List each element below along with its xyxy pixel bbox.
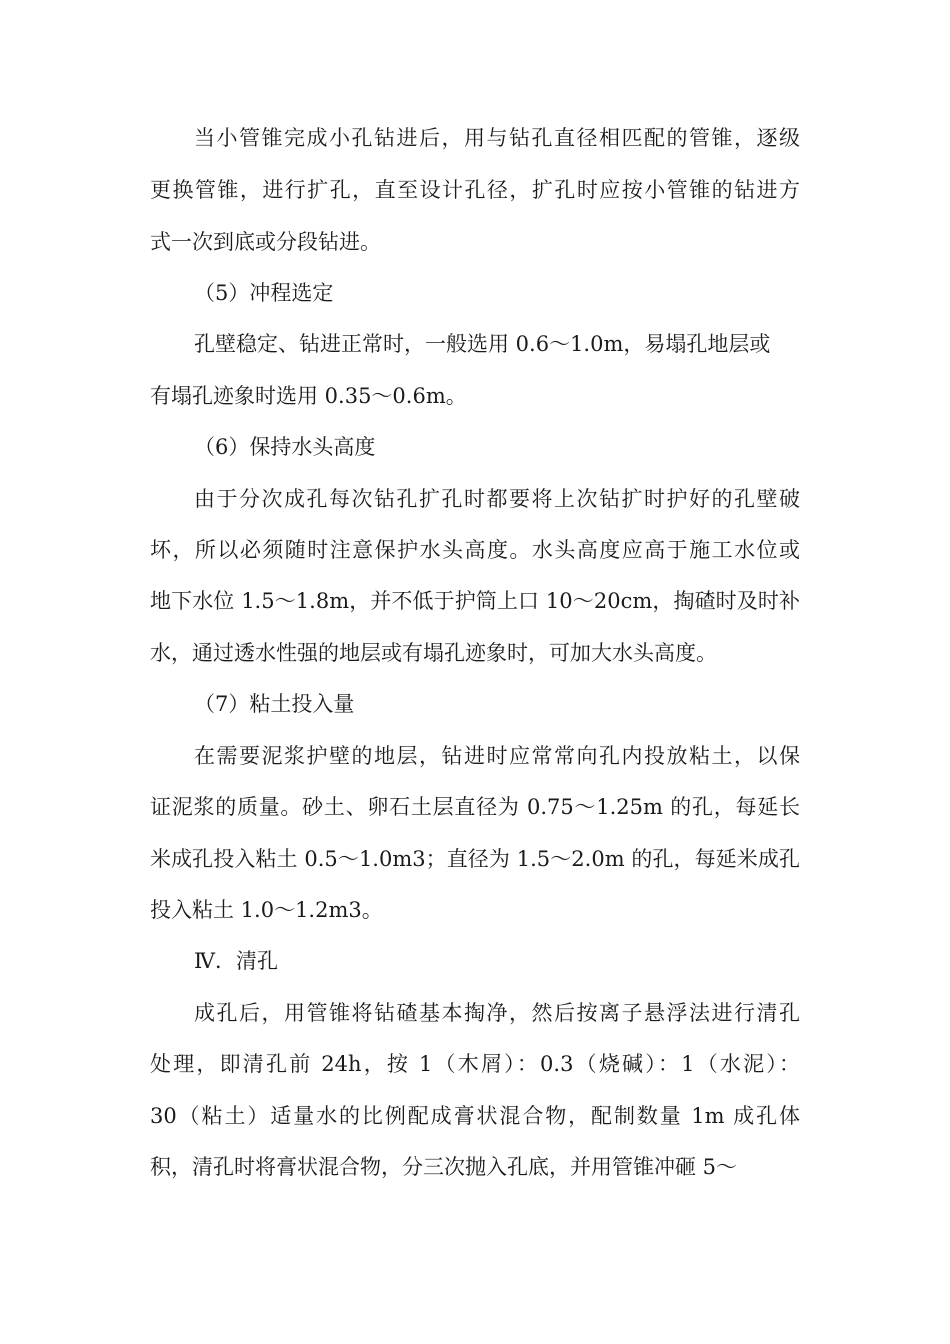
section-heading: （5）冲程选定 — [194, 281, 334, 305]
paragraph-line: 积，清孔时将膏状混合物，分三次抛入孔底，并用管锥冲砸 5～ — [150, 1155, 738, 1179]
paragraph-line: 地下水位 1.5～1.8m，并不低于护筒上口 10～20cm，掏碴时及时补 — [150, 589, 800, 613]
paragraph-line: 成孔后，用管锥将钻碴基本掏净，然后按离子悬浮法进行清孔 — [194, 1001, 800, 1025]
paragraph-line: 当小管锥完成小孔钻进后，用与钻孔直径相匹配的管锥，逐级 — [194, 126, 800, 150]
paragraph-line: 式一次到底或分段钻进。 — [150, 230, 381, 254]
paragraph-line: 在需要泥浆护壁的地层，钻进时应常常向孔内投放粘土，以保 — [194, 744, 800, 768]
paragraph-line: 由于分次成孔每次钻孔扩孔时都要将上次钻扩时护好的孔壁破 — [194, 487, 800, 511]
paragraph-line: 证泥浆的质量。砂土、卵石土层直径为 0.75～1.25m 的孔，每延长 — [150, 795, 800, 819]
paragraph-line: 坏，所以必须随时注意保护水头高度。水头高度应高于施工水位或 — [150, 538, 800, 562]
paragraph-line: 30（粘土）适量水的比例配成膏状混合物，配制数量 1m 成孔体 — [150, 1104, 800, 1128]
section-heading: （7）粘土投入量 — [194, 692, 355, 716]
paragraph-line: 更换管锥，进行扩孔，直至设计孔径，扩孔时应按小管锥的钻进方 — [150, 178, 800, 202]
paragraph-line: 孔壁稳定、钻进正常时，一般选用 0.6～1.0m，易塌孔地层或 — [194, 332, 771, 356]
section-heading: Ⅳ．清孔 — [194, 949, 278, 973]
paragraph-line: 米成孔投入粘土 0.5～1.0m3；直径为 1.5～2.0m 的孔，每延米成孔 — [150, 847, 800, 871]
section-heading: （6）保持水头高度 — [194, 435, 376, 459]
paragraph-line: 投入粘土 1.0～1.2m3。 — [150, 898, 383, 922]
paragraph-line: 水，通过透水性强的地层或有塌孔迹象时，可加大水头高度。 — [150, 641, 717, 665]
paragraph-line: 有塌孔迹象时选用 0.35～0.6m。 — [150, 384, 467, 408]
paragraph-line: 处理，即清孔前 24h，按 1（木屑）：0.3（烧碱）：1（水泥）： — [150, 1052, 800, 1076]
